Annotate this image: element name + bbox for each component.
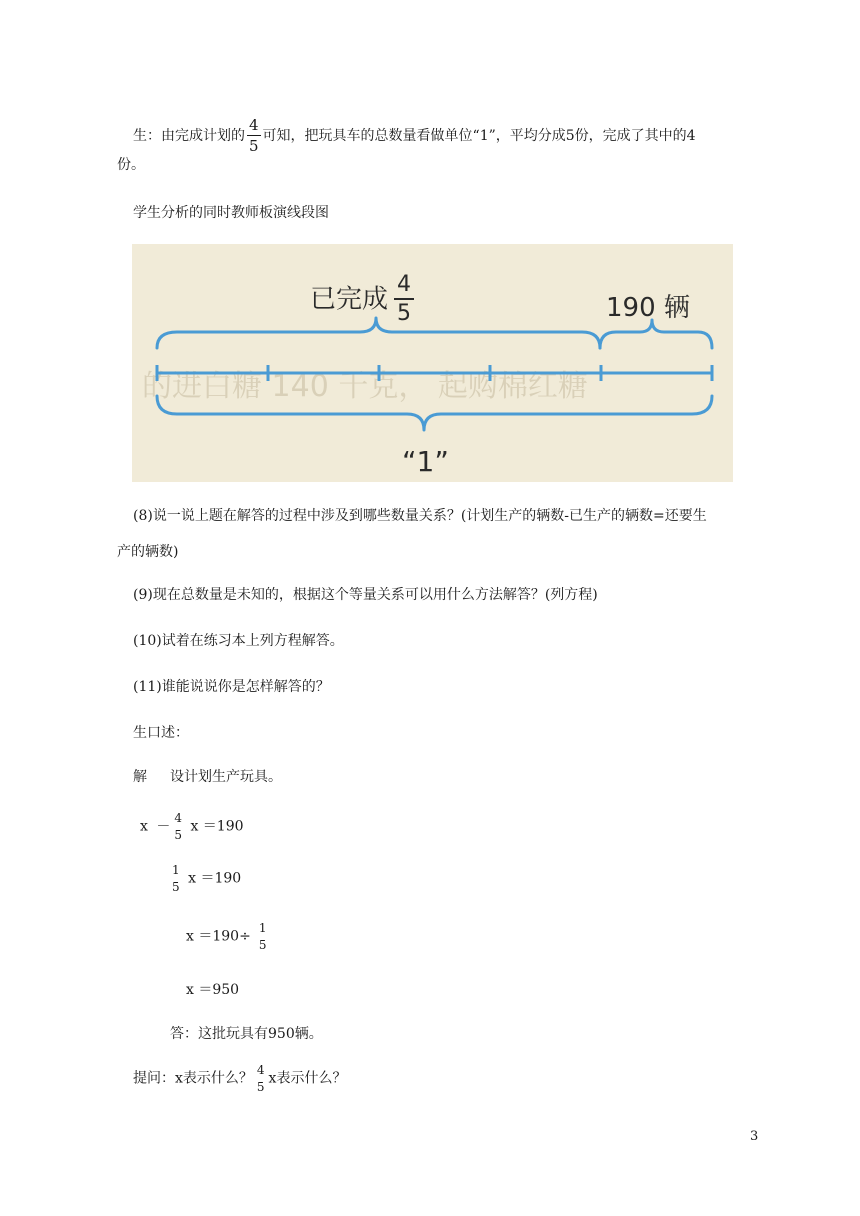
eq1-x: x — [140, 818, 148, 835]
question-10: (10)试着在练习本上列方程解答。 — [133, 633, 344, 649]
eq2-fraction — [170, 864, 182, 893]
ask-prefix: 提问：x表示什么？ — [133, 1070, 253, 1087]
eq3-fraction-denominator: 5 — [258, 938, 267, 952]
ghost-text-faint: 的进白糖 140 千克， 起购棉红糖 — [142, 369, 588, 404]
eq2-fraction-numerator: 1 — [172, 863, 180, 877]
eq1-fraction-numerator: 4 — [174, 811, 182, 825]
paragraph-1-suffix: 可知，把玩具车的总数量看做单位“1”，平均分成5份，完成了其中的4 — [262, 128, 696, 144]
ask-suffix: x表示什么？ — [268, 1070, 347, 1087]
solution-jie: 解 — [133, 769, 147, 785]
question-9: (9)现在总数量是未知的，根据这个等量关系可以用什么方法解答？(列方程) — [133, 587, 598, 603]
page-number: 3 — [750, 1129, 759, 1144]
remaining-label: 190 辆 — [606, 293, 690, 323]
ask-fraction-numerator: 4 — [256, 1063, 265, 1077]
fraction-numerator: 4 — [249, 116, 259, 134]
fraction-denominator: 5 — [249, 137, 259, 155]
done-fraction-numerator: 4 — [394, 274, 414, 300]
equation-3 — [186, 922, 270, 951]
whole-label: “1” — [402, 445, 449, 478]
ask-line — [133, 1064, 346, 1093]
ask-fraction — [255, 1064, 267, 1093]
question-8-line-1: (8)说一说上题在解答的过程中涉及到哪些数量关系？(计划生产的辆数-已生产的辆数=还要生 — [133, 508, 707, 524]
paragraph-2: 学生分析的同时教师板演线段图 — [133, 205, 329, 221]
paragraph-1-prefix: 生：由完成计划的 — [133, 128, 245, 144]
eq2-fraction-denominator: 5 — [172, 880, 180, 894]
fraction-four-fifths — [247, 118, 261, 154]
line-segment-diagram — [132, 244, 733, 482]
equation-2 — [168, 864, 241, 893]
done-fraction-denominator: 5 — [397, 301, 412, 326]
brace-remaining — [600, 320, 712, 348]
solution-setup: 设计划生产玩具。 — [170, 769, 282, 785]
ask-fraction-denominator: 5 — [256, 1080, 265, 1094]
equation-1 — [140, 812, 244, 841]
eq3-fraction-numerator: 1 — [258, 921, 267, 935]
paragraph-1-line-2: 份。 — [117, 157, 145, 173]
eq1-minus: － — [156, 818, 171, 835]
eq2-rest: x ＝190 — [188, 870, 242, 887]
question-11: (11)谁能说说你是怎样解答的？ — [133, 679, 330, 695]
equation-4: x ＝950 — [186, 982, 240, 998]
done-label — [310, 274, 414, 325]
question-8-line-2: 产的辆数) — [117, 544, 179, 560]
eq1-rest: x ＝190 — [190, 818, 244, 835]
paragraph-1-line-1 — [133, 118, 696, 154]
eq1-fraction — [172, 812, 184, 841]
brace-whole — [157, 396, 712, 430]
answer: 答：这批玩具有950辆。 — [170, 1026, 323, 1042]
done-fraction — [394, 274, 414, 325]
eq3-left: x ＝190÷ — [186, 928, 251, 945]
done-label-text: 已完成 — [310, 284, 389, 315]
eq1-fraction-denominator: 5 — [174, 828, 182, 842]
eq3-fraction — [257, 922, 269, 951]
oral-statement: 生口述： — [133, 725, 189, 741]
